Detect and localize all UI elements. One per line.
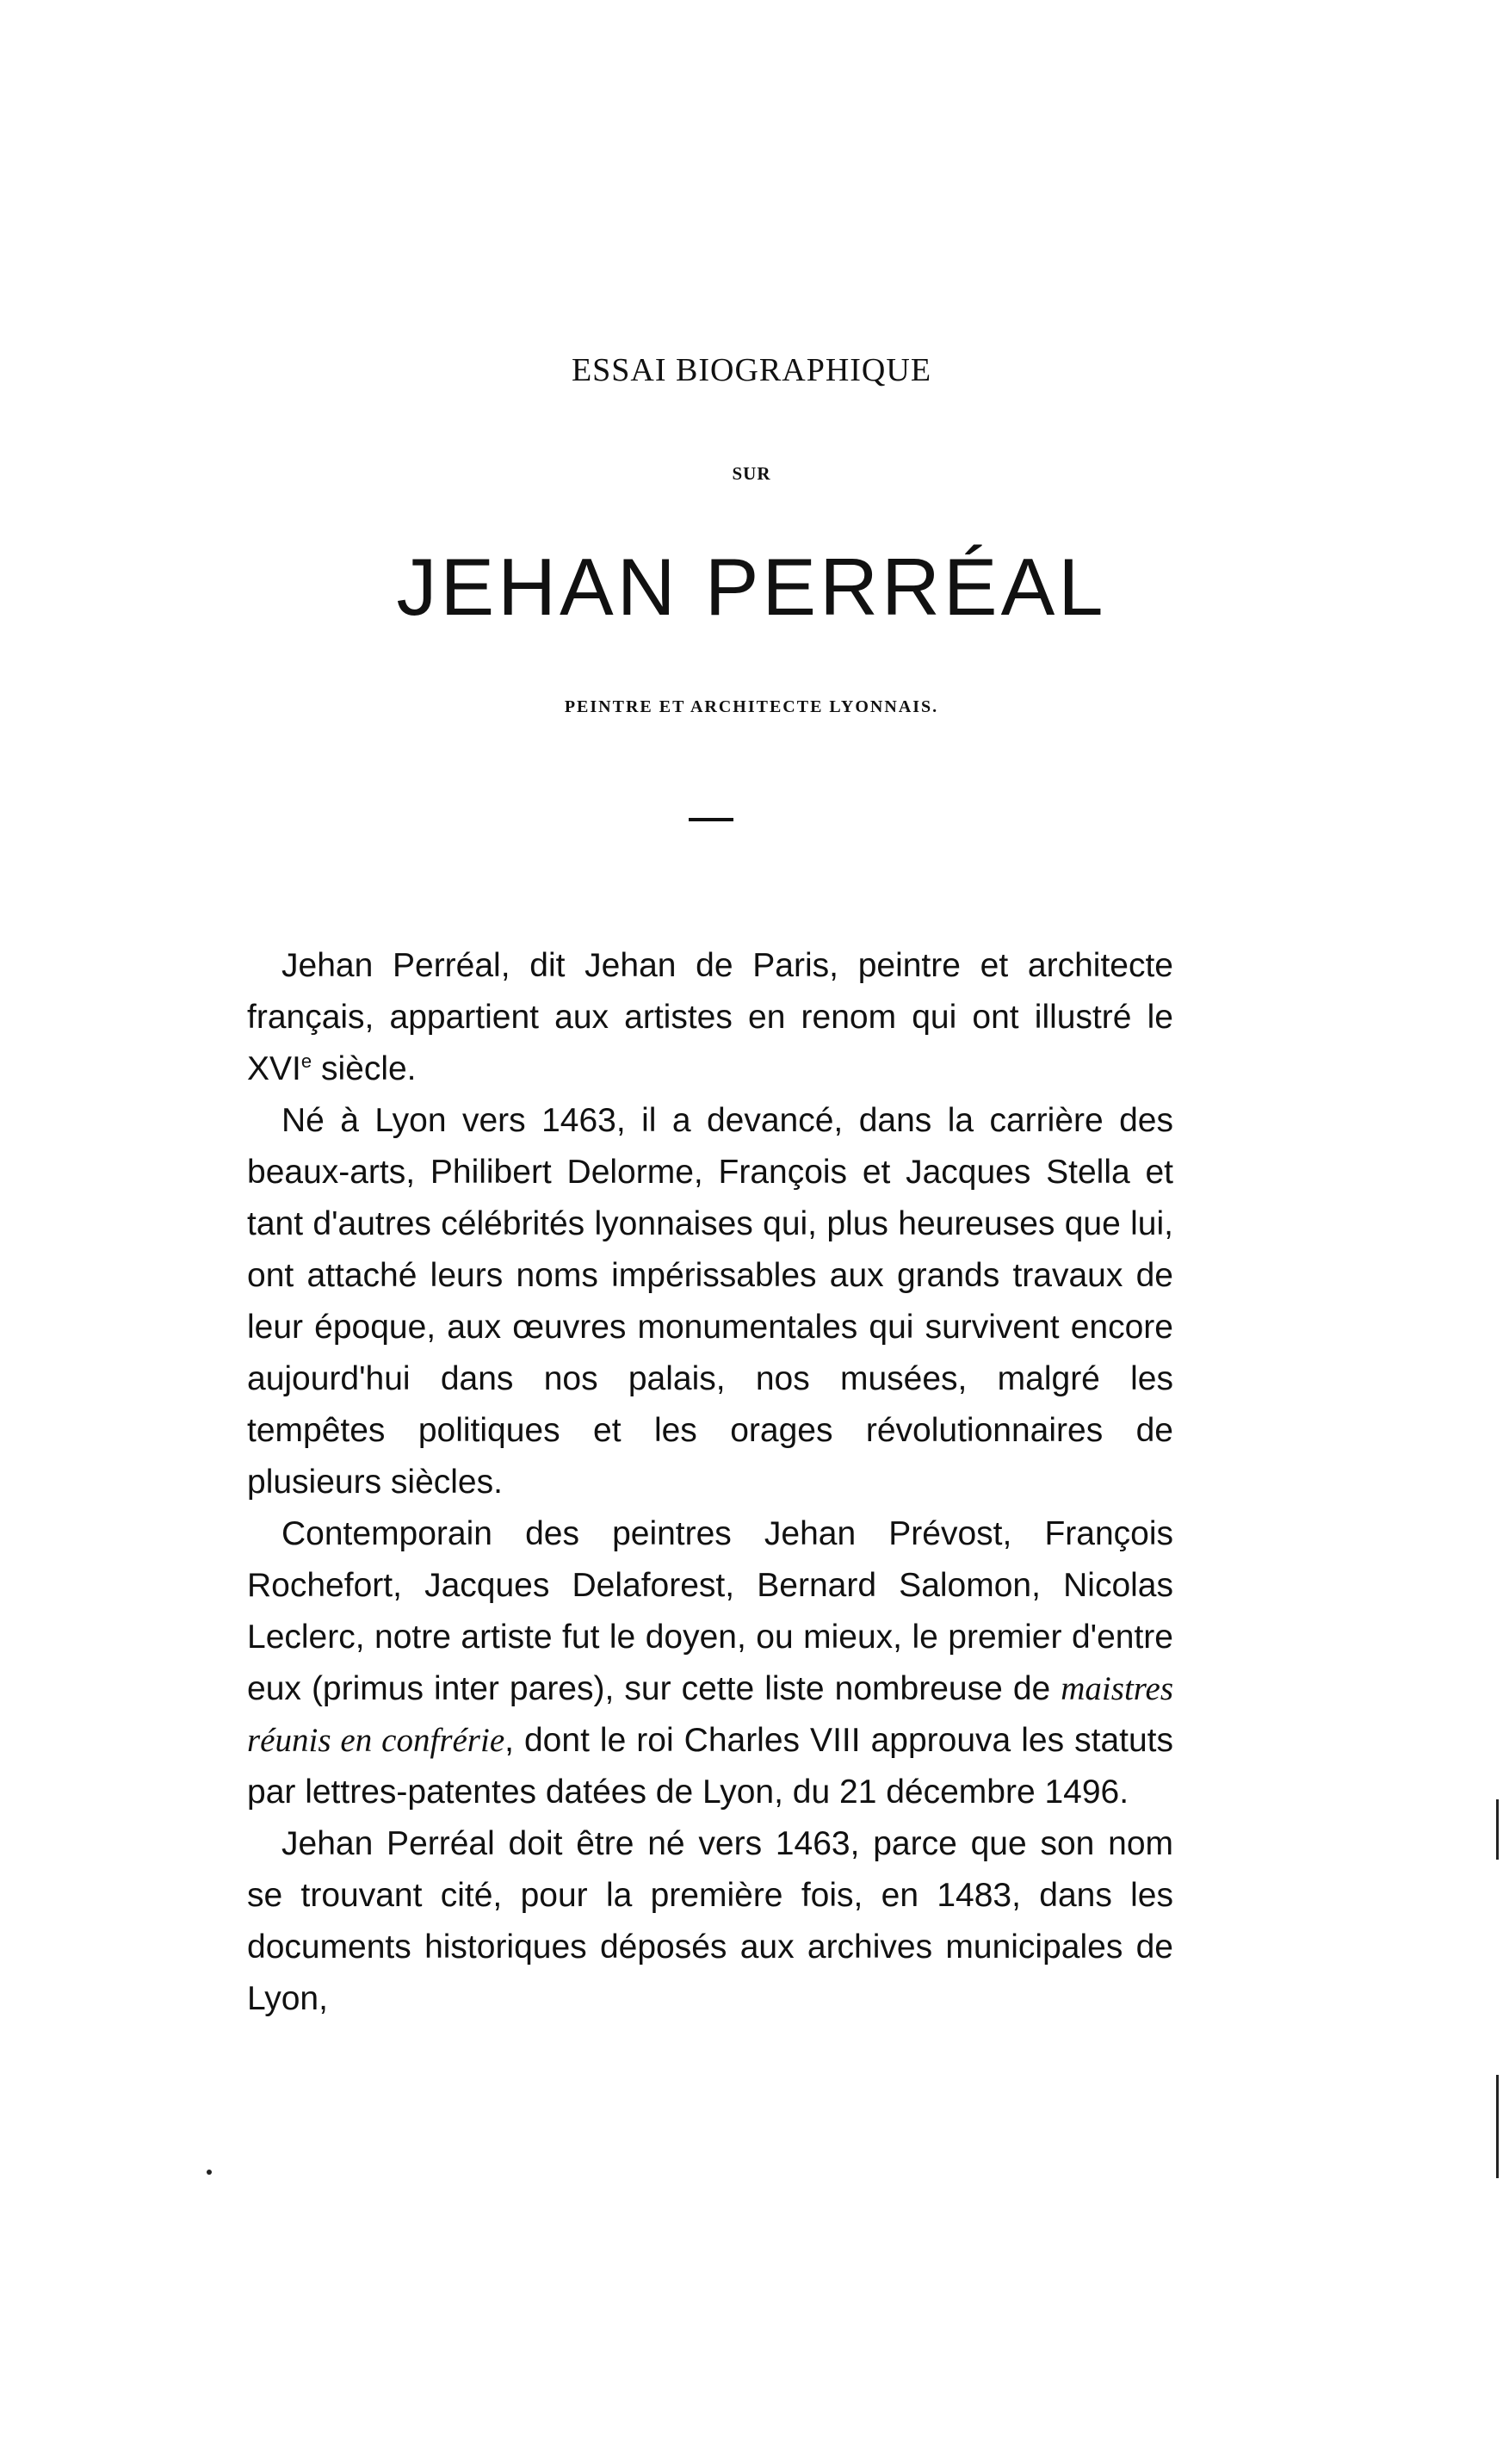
scan-edge-mark-right: [1496, 1799, 1499, 1860]
divider-rule: [689, 818, 733, 821]
page-title: JEHAN PERRÉAL: [396, 542, 1107, 632]
paragraph-1: [247, 940, 1173, 1095]
essai-heading: ESSAI BIOGRAPHIQUE: [571, 352, 932, 388]
paragraph-3: [247, 1508, 1173, 1818]
paragraph-3-italic: maistres réunis en confrérie: [247, 1670, 1173, 1759]
scan-speck: [207, 2170, 212, 2175]
paragraph-4: Jehan Perréal doit être né vers 1463, parce que son nom se trouvant cité, pour la première fois, en 1483, dans les documents historiques déposés aux archives municipales de Lyon,: [247, 1825, 1173, 2017]
paragraph-1-text: Jehan Perréal, dit Jehan de Paris, peintre et architecte français, appartient aux artistes en renom qui ont illustré le XVI: [247, 947, 1173, 1087]
paragraph-3-text-a: Contemporain des peintres Jehan Prévost, François Rochefort, Jacques Delaforest, Bernard Salomon, Nicolas Leclerc, notre artiste fut le doyen, ou mieux, le premier d'entre eux (primus inter pares), sur cette liste nombreuse de: [247, 1515, 1173, 1707]
body-text: [247, 940, 1173, 2025]
paragraph-3-text-b: , dont le roi Charles VIII approuva les statuts par lettres-patentes datées de Lyon, du 21 décembre 1496.: [247, 1722, 1173, 1811]
scan-edge-mark-right-lower: [1496, 2075, 1499, 2178]
subtitle: PEINTRE ET ARCHITECTE LYONNAIS.: [564, 697, 939, 716]
paragraph-1-end: siècle.: [312, 1050, 417, 1087]
paragraph-2: Né à Lyon vers 1463, il a devancé, dans la carrière des beaux-arts, Philibert Delorme, François et Jacques Stella et tant d'autres célébrités lyonnaises qui, plus heureuses que lui, ont attaché leurs noms impérissables aux grands travaux de leur époque, aux œuvres monumentales qui survivent encore aujourd'hui dans nos palais, nos musées, malgré les tempêtes politiques et les orages révolutionnaires de plusieurs siècles.: [247, 1102, 1173, 1501]
century-superscript: e: [300, 1050, 312, 1072]
sur-label: SUR: [732, 463, 771, 484]
